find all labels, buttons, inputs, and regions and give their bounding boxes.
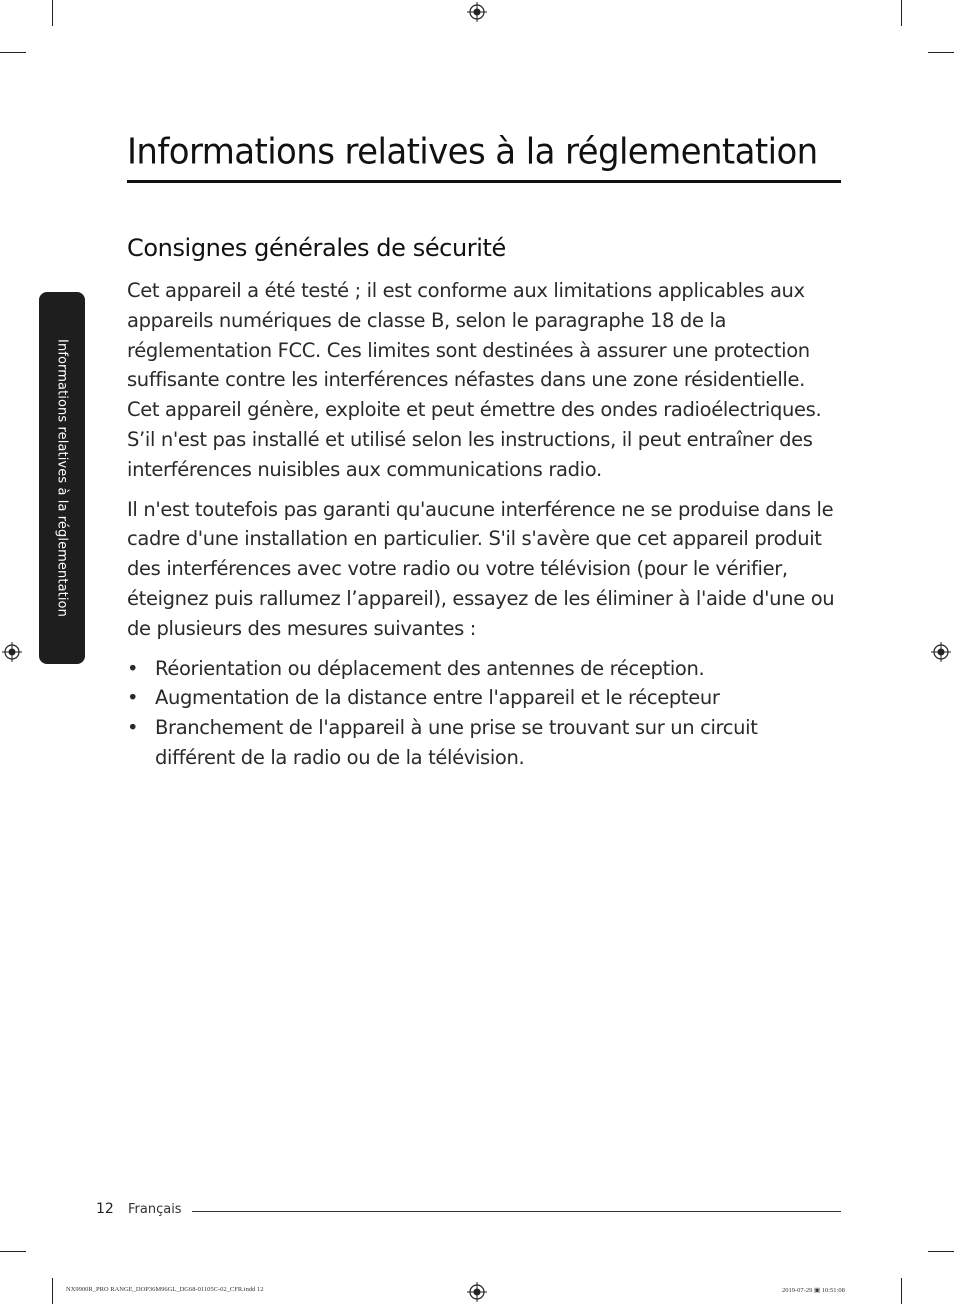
- bullet: •: [127, 686, 139, 710]
- crop-mark: [928, 52, 954, 53]
- crop-mark: [0, 52, 26, 53]
- side-tab-label: Informations relatives à la réglementation: [54, 339, 70, 617]
- print-slug-file: NX9900R_PRO RANGE_DOP36M96GL_DG68-01105C-02_CFR.indd 12: [66, 1286, 264, 1293]
- list-item: [127, 713, 841, 773]
- body-content: [127, 276, 841, 773]
- list-item-text: Branchement de l'appareil à une prise se trouvant sur un circuit différent de la radio ou de la télévision.: [155, 716, 758, 769]
- footer-rule: [192, 1211, 841, 1212]
- side-chapter-tab: [39, 292, 85, 664]
- list-item: [127, 654, 841, 684]
- list-item: [127, 683, 841, 713]
- body-paragraph: Cet appareil a été testé ; il est conforme aux limitations applicables aux appareils numériques de classe B, selon le paragraphe 18 de la réglementation FCC. Ces limites sont destinées à assurer une protection suffisante contre les interférences néfastes dans une zone résidentielle. Cet appareil génère, exploite et peut émettre des ondes radioélectriques. S’il n'est pas installé et utilisé selon les instructions, il peut entraîner des interférences nuisibles aux communications radio.: [127, 279, 822, 481]
- crop-mark: [52, 1278, 53, 1304]
- crop-mark: [901, 0, 902, 26]
- crop-mark: [901, 1278, 902, 1304]
- crop-mark: [0, 1251, 26, 1252]
- crop-mark: [52, 0, 53, 26]
- crop-mark: [928, 1251, 954, 1252]
- registration-mark-icon: [931, 642, 951, 662]
- bullet: •: [127, 716, 139, 740]
- page-title: Informations relatives à la réglementation: [127, 131, 818, 173]
- footer-language: Français: [128, 1202, 182, 1217]
- list-item-text: Augmentation de la distance entre l'appareil et le récepteur: [155, 686, 720, 710]
- list-item-text: Réorientation ou déplacement des antennes de réception.: [155, 656, 705, 680]
- print-slug-timestamp: 2019-07-29 ▣ 10:51:08: [782, 1287, 845, 1294]
- body-paragraph: Il n'est toutefois pas garanti qu'aucune interférence ne se produise dans le cadre d'une installation en particulier. S'il s'avère que cet appareil produit des interférences avec votre radio ou votre télévision (pour le vérifier, éteignez puis rallumez l’appareil), essayez de les éliminer à l'aide d'une ou de plusieurs des mesures suivantes :: [127, 497, 835, 640]
- registration-mark-icon: [2, 642, 22, 662]
- page-number: 12: [96, 1201, 114, 1217]
- registration-mark-icon: [467, 2, 487, 22]
- section-title: Consignes générales de sécurité: [127, 234, 506, 262]
- measures-list: [127, 654, 841, 773]
- registration-mark-icon: [467, 1282, 487, 1302]
- title-rule: [127, 180, 841, 183]
- bullet: •: [127, 656, 139, 680]
